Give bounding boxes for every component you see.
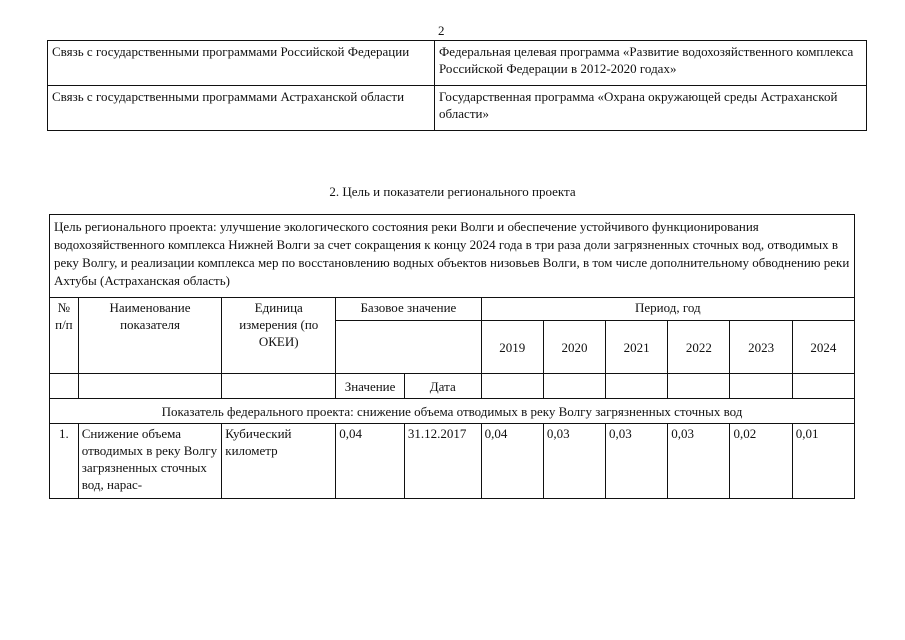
- row-unit: Кубический километр: [222, 424, 336, 499]
- section-title: 2. Цель и показатели регионального проекта: [329, 184, 576, 199]
- header-year: 2019: [481, 321, 543, 374]
- row-value: 0,03: [543, 424, 605, 499]
- program-row: [48, 41, 867, 86]
- header-base-value: Значение: [336, 374, 405, 399]
- row-value: 0,04: [481, 424, 543, 499]
- header-year: 2021: [606, 321, 668, 374]
- row-value: 0,02: [730, 424, 792, 499]
- row-num: 1.: [50, 424, 79, 499]
- table-row: [50, 424, 855, 499]
- program-value: Федеральная целевая программа «Развитие водохозяйственного комплекса Российской Федерации в 2012-2020 годах»: [435, 41, 867, 86]
- header-base: Базовое значение: [336, 298, 481, 321]
- row-base-date: 31.12.2017: [404, 424, 481, 499]
- project-goal: Цель регионального проекта: улучшение экологического состояния реки Волги и обеспечение устойчивого функционирования водохозяйственного комплекса Нижней Волги за счет сокращения к концу 2024 года в три раза доли загрязненных сточных вод, отводимых в реку Волгу, и реализации комплекса мер по восстановлению водных объектов низовьев Волги, в том числе дополнительному обводнению реки Ахтубы (Астраханская область): [50, 215, 855, 298]
- program-label: Связь с государственными программами Астраханской области: [48, 86, 435, 131]
- page-number: 2: [438, 23, 445, 38]
- header-name: Наименование показателя: [78, 298, 222, 374]
- programs-table: [47, 40, 867, 131]
- indicators-table: [49, 214, 855, 499]
- row-value: 0,03: [606, 424, 668, 499]
- row-value: 0,01: [792, 424, 854, 499]
- header-period: Период, год: [481, 298, 854, 321]
- header-unit: Единица измерения (по ОКЕИ): [222, 298, 336, 374]
- program-value: Государственная программа «Охрана окружающей среды Астраханской области»: [435, 86, 867, 131]
- row-value: 0,03: [668, 424, 730, 499]
- header-year: 2023: [730, 321, 792, 374]
- header-year: 2022: [668, 321, 730, 374]
- row-name: Снижение объема отводимых в реку Волгу загрязненных сточных вод, нарас-: [78, 424, 222, 499]
- row-base-value: 0,04: [336, 424, 405, 499]
- header-base-date: Дата: [404, 374, 481, 399]
- header-year: 2024: [792, 321, 854, 374]
- program-label: Связь с государственными программами Российской Федерации: [48, 41, 435, 86]
- federal-indicator: Показатель федерального проекта: снижение объема отводимых в реку Волгу загрязненных сточных вод: [50, 399, 855, 424]
- header-num: № п/п: [50, 298, 79, 374]
- header-year: 2020: [543, 321, 605, 374]
- program-row: [48, 86, 867, 131]
